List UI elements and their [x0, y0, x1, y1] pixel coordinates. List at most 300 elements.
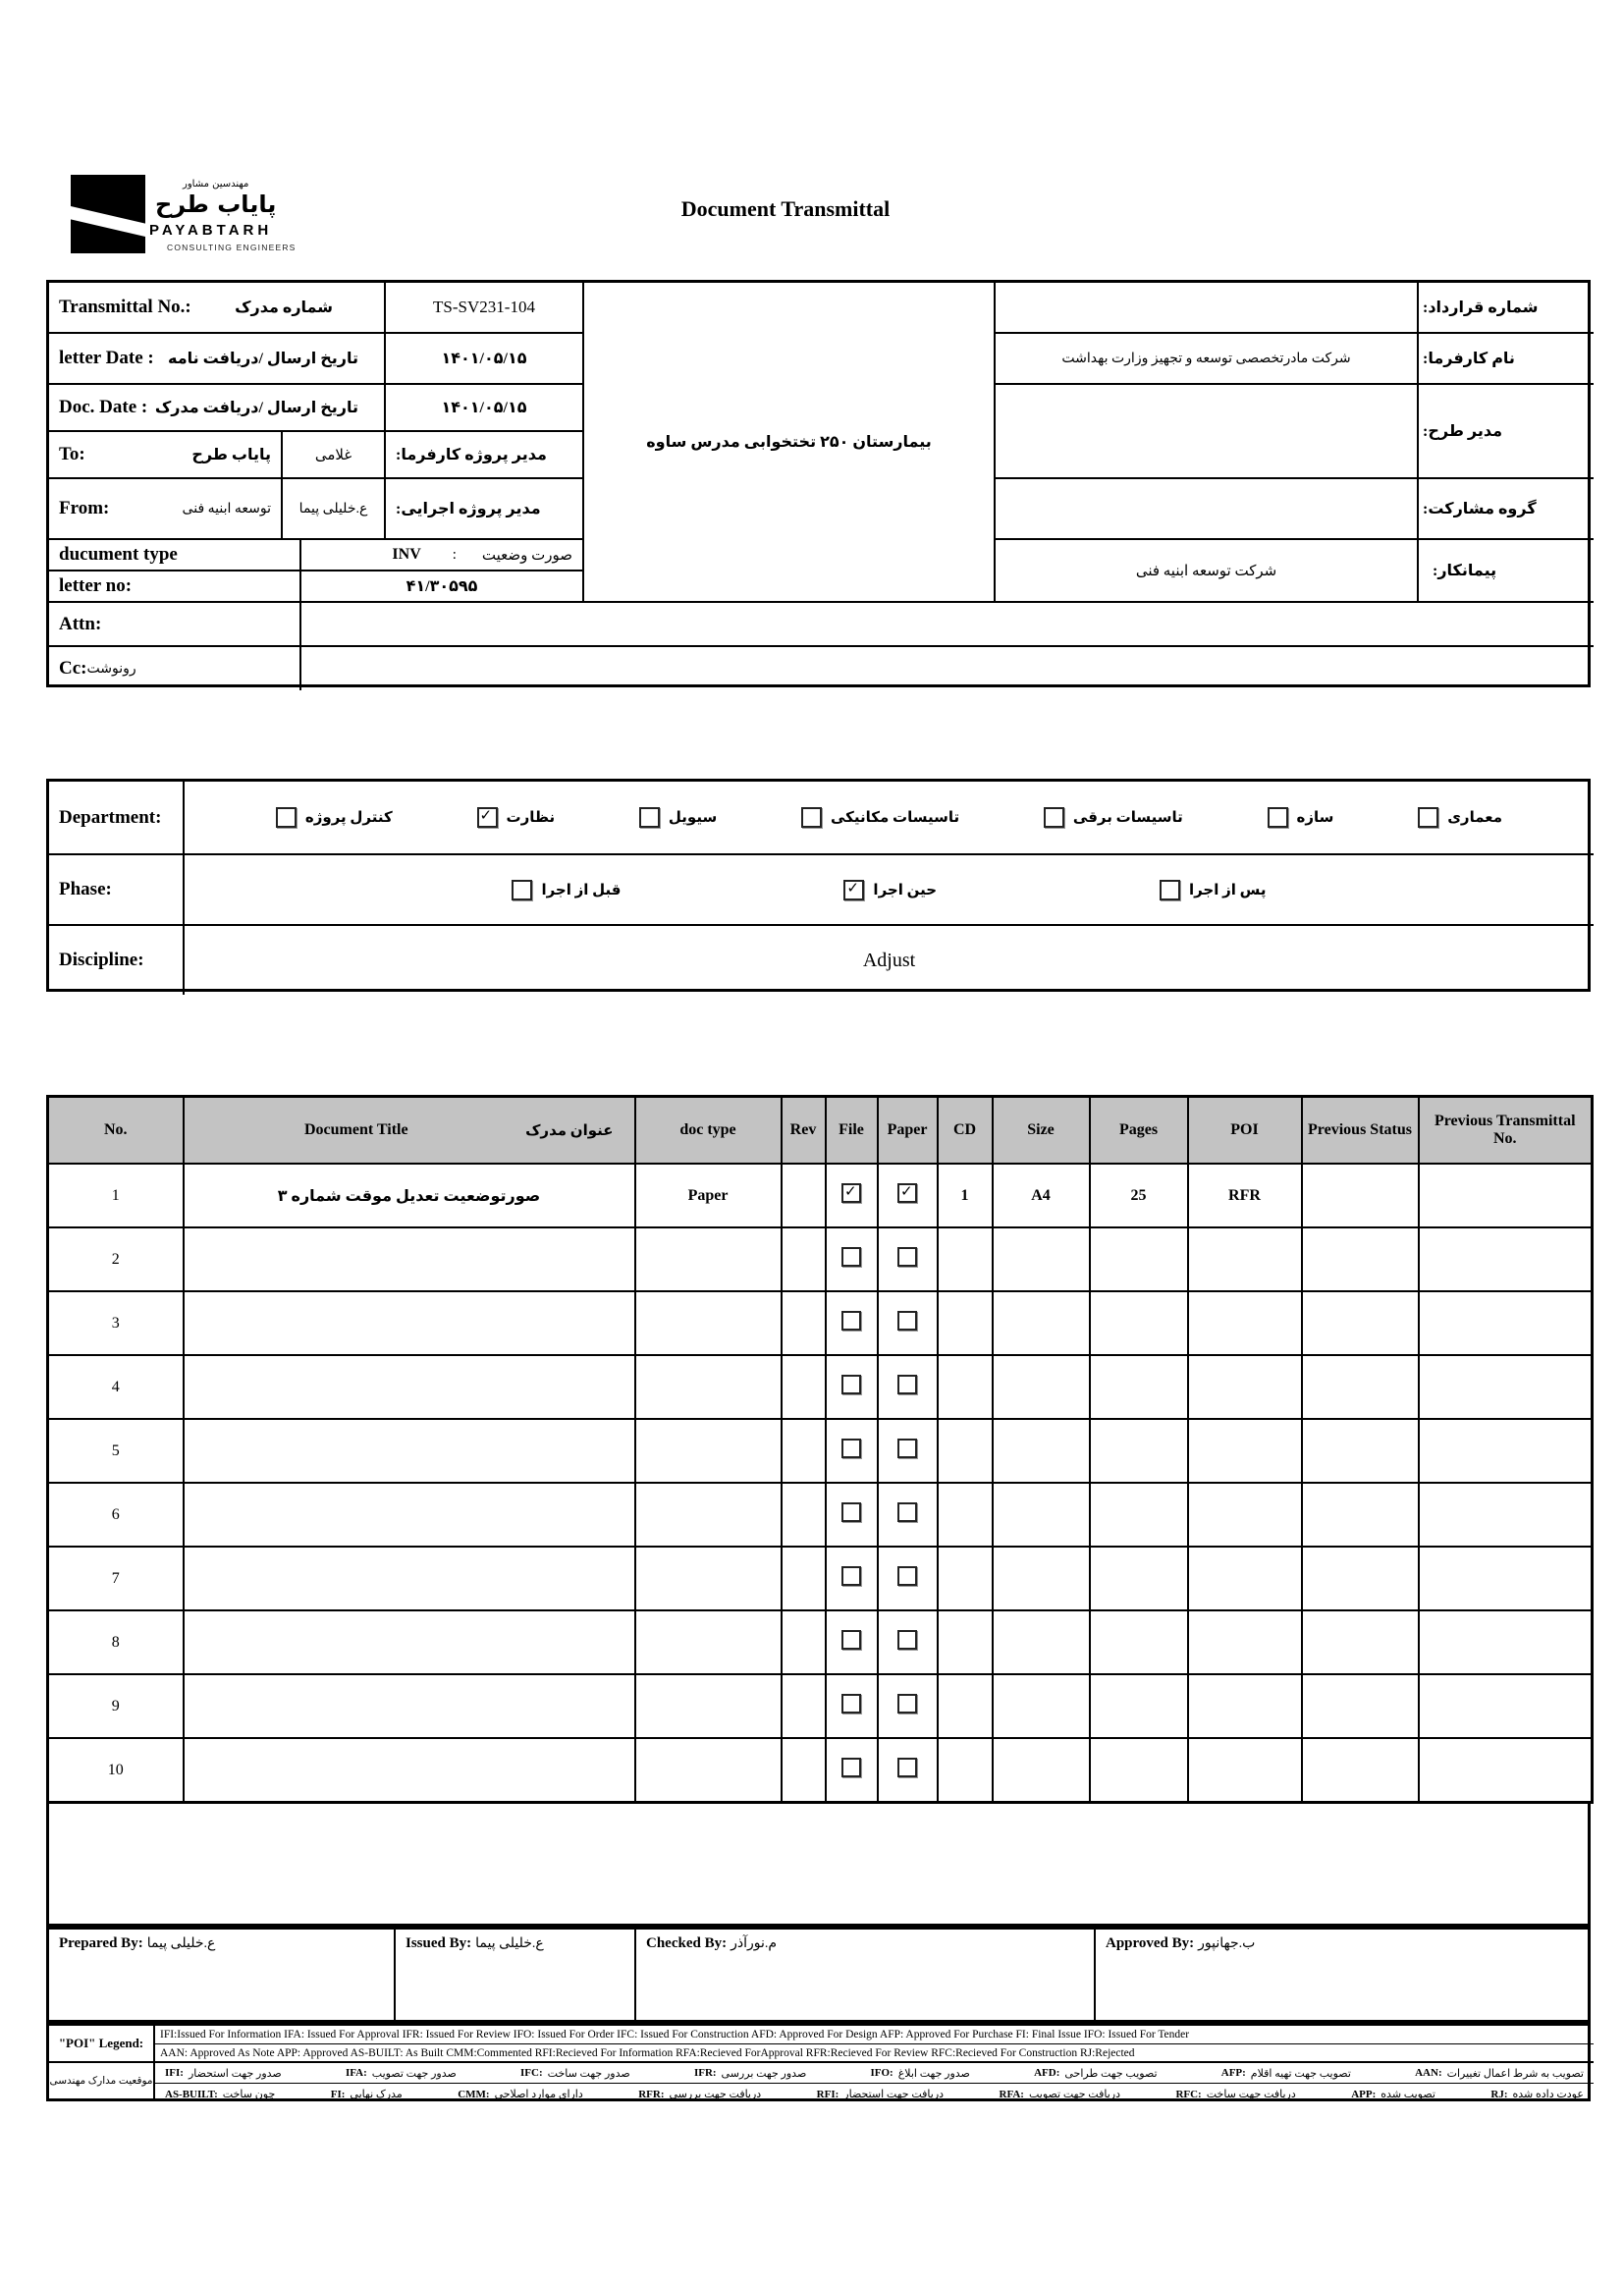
department-checkbox-3[interactable] [801, 807, 822, 828]
department-checkbox-4[interactable] [1044, 807, 1064, 828]
col-header-doctype: doc type [635, 1097, 782, 1165]
cell-cd [938, 1610, 993, 1674]
table-row [48, 1227, 1593, 1291]
legend-entry-code: RFC: [1175, 2088, 1202, 2100]
paper-checkbox-cell [878, 1674, 938, 1738]
cell-pages [1090, 1610, 1188, 1674]
cell-size: A4 [993, 1164, 1090, 1227]
department-option [639, 807, 717, 828]
client-pm-label-cell [386, 432, 584, 479]
col-header-title-fa: عنوان مدرک [525, 1122, 614, 1139]
logo-fa-name: پایاب طرح [155, 190, 277, 218]
logo-en-subtitle: CONSULTING ENGINEERS [167, 243, 297, 252]
legend-entry-text: صدور جهت بررسی [721, 2067, 807, 2080]
contractor-value-cell [996, 540, 1419, 603]
contractor-label-cell [1419, 540, 1594, 603]
contract-no-label: شماره قرارداد: [1423, 299, 1539, 316]
letter-no-label-cell [49, 571, 301, 603]
cell-prev-transmittal [1419, 1610, 1593, 1674]
department-option [276, 807, 393, 828]
cell-poi [1188, 1483, 1302, 1547]
approved-by-name: ب.جهانپور [1198, 1936, 1256, 1951]
cell-prev-status [1302, 1483, 1419, 1547]
legend-entry [331, 2088, 403, 2100]
legend-entry-text: تصویب جهت تهیه اقلام [1250, 2067, 1351, 2080]
letter-no-label: letter no: [59, 575, 133, 596]
department-option [1268, 807, 1334, 828]
client-name-value-cell [996, 334, 1419, 385]
legend-entry [165, 2067, 282, 2080]
client-name-value: شرکت مادرتخصصی توسعه و تجهیز وزارت بهداشت [1061, 351, 1351, 366]
legend-entry-text: تصویب شده [1380, 2089, 1435, 2100]
contract-no-value [996, 283, 1419, 334]
approved-by-cell [1096, 1930, 1594, 2020]
paper-checkbox-cell [878, 1610, 938, 1674]
legend-entry-code: IFI: [165, 2067, 184, 2079]
legend-entry [1351, 2088, 1435, 2100]
letter-date-label-en: letter Date : [59, 348, 154, 368]
prepared-by-cell [49, 1930, 396, 2020]
cell-no: 6 [48, 1483, 184, 1547]
phase-checkbox-1[interactable] [843, 880, 864, 900]
cell-size [993, 1738, 1090, 1803]
phase-checkbox-0[interactable] [512, 880, 532, 900]
contractor-value: شرکت توسعه ابنیه فنی [1135, 563, 1277, 579]
file-checkbox-cell [826, 1227, 878, 1291]
cell-title [184, 1674, 635, 1738]
signatures-row [46, 1927, 1591, 2023]
legend-entry-text: مدرک نهایی [350, 2089, 403, 2100]
file-checkbox[interactable] [841, 1311, 861, 1331]
cell-no: 4 [48, 1355, 184, 1419]
cell-pages: 25 [1090, 1164, 1188, 1227]
cell-title [184, 1483, 635, 1547]
cell-doctype [635, 1355, 782, 1419]
cell-prev-status [1302, 1291, 1419, 1355]
cell-poi [1188, 1674, 1302, 1738]
phase-option-label: حین اجرا [873, 882, 938, 898]
file-checkbox[interactable] [841, 1566, 861, 1586]
legend-fa-line2 [155, 2084, 1594, 2104]
cell-doctype [635, 1483, 782, 1547]
legend-entry [1490, 2088, 1583, 2100]
legend-en-line1: IFI:Issued For Information IFA: Issued For Approval IFR: Issued For Review IFO: Issued For Order IFC: Issued For Construction AFD: Approved For Design AFP: Approved For Purchase FI: Final Issue IFO: Issued For Tender [155, 2026, 1594, 2044]
table-row [48, 1483, 1593, 1547]
department-option-label: کنترل پروژه [304, 810, 393, 826]
legend-entry-code: IFR: [693, 2067, 717, 2079]
cell-prev-status [1302, 1610, 1419, 1674]
legend-en-line2: AAN: Approved As Note APP: Approved AS-BUILT: As Built CMM:Commented RFI:Recieved For Information RFA:Recieved ForApproval RFR:Recieved For Review RFC:Recieved For Construction RJ:Rejected [155, 2044, 1594, 2063]
legend-entry-text: تصویب به شرط اعمال تغییرات [1446, 2067, 1584, 2080]
cell-no: 7 [48, 1547, 184, 1610]
doc-type-value-cell [301, 540, 584, 571]
legend-entry-text: عودت داده شده [1512, 2089, 1584, 2100]
paper-checkbox[interactable] [897, 1694, 917, 1714]
cell-size [993, 1483, 1090, 1547]
cell-size [993, 1547, 1090, 1610]
department-option [1044, 807, 1183, 828]
letter-date-value: ۱۴۰۱/۰۵/۱۵ [386, 334, 584, 385]
cell-size [993, 1610, 1090, 1674]
cell-size [993, 1355, 1090, 1419]
cc-value [301, 647, 1594, 690]
jv-label-cell [1419, 479, 1594, 540]
file-checkbox[interactable] [841, 1375, 861, 1394]
cell-doctype: Paper [635, 1164, 782, 1227]
issued-by-label: Issued By: [406, 1935, 472, 1951]
issued-by-name: ع.خلیلی پیما [475, 1936, 544, 1951]
logo-fa-small: مهندسین مشاور [183, 179, 249, 190]
discipline-value: Adjust [862, 949, 916, 971]
poi-legend-label: "POI" Legend: [49, 2026, 155, 2063]
from-value: توسعه ابنیه فنی [182, 501, 271, 517]
legend-entry-code: RFI: [816, 2088, 839, 2100]
legend-entry [1175, 2088, 1295, 2100]
table-row [48, 1674, 1593, 1738]
cell-pages [1090, 1355, 1188, 1419]
cell-prev-transmittal [1419, 1227, 1593, 1291]
paper-checkbox[interactable] [897, 1375, 917, 1394]
cell-cd: 1 [938, 1164, 993, 1227]
checked-by-name: م.نورآذر [731, 1936, 778, 1951]
legend-entry [694, 2067, 806, 2080]
cell-no: 1 [48, 1164, 184, 1227]
cell-pages [1090, 1547, 1188, 1610]
cell-prev-status [1302, 1355, 1419, 1419]
design-manager-label-cell [1419, 385, 1594, 479]
exec-pm-label: مدیر پروژه اجرایی: [396, 501, 541, 517]
cell-pages [1090, 1483, 1188, 1547]
cell-title: صورتوضعیت تعدیل موقت شماره ۳ [184, 1164, 635, 1227]
cell-prev-transmittal [1419, 1419, 1593, 1483]
checked-by-label: Checked By: [646, 1935, 728, 1951]
legend-entry-text: چون ساخت [222, 2089, 276, 2100]
paper-checkbox[interactable] [897, 1247, 917, 1267]
cell-pages [1090, 1738, 1188, 1803]
project-name-cell [584, 283, 996, 603]
file-checkbox[interactable] [841, 1758, 861, 1777]
cell-pages [1090, 1674, 1188, 1738]
cell-cd [938, 1355, 993, 1419]
jv-label: گروه مشارکت: [1423, 501, 1537, 517]
legend-entry [1000, 2088, 1120, 2100]
doc-date-label-en: Doc. Date : [59, 397, 148, 417]
to-person-name: غلامی [314, 447, 352, 463]
to-cell [49, 432, 283, 479]
legend-entry-code: CMM: [458, 2088, 490, 2100]
phase-options-row [185, 855, 1594, 926]
paper-checkbox[interactable] [897, 1183, 917, 1203]
transmittal-no-value: TS-SV231-104 [386, 283, 584, 334]
col-header-no: No. [48, 1097, 184, 1165]
file-checkbox-cell [826, 1483, 878, 1547]
legend-entry-code: AFD: [1034, 2067, 1060, 2079]
to-value: پایاب طرح [191, 447, 271, 463]
phase-option [1160, 880, 1267, 900]
client-name-label-cell [1419, 334, 1594, 385]
doc-table-body [48, 1164, 1593, 1803]
file-checkbox-cell [826, 1419, 878, 1483]
paper-checkbox[interactable] [897, 1439, 917, 1458]
department-label-cell [49, 782, 185, 855]
cell-prev-transmittal [1419, 1291, 1593, 1355]
department-checkbox-5[interactable] [1268, 807, 1288, 828]
cell-poi [1188, 1355, 1302, 1419]
department-checkbox-1[interactable] [477, 807, 498, 828]
department-options-row [185, 782, 1594, 855]
file-checkbox[interactable] [841, 1502, 861, 1522]
legend-entry [165, 2088, 275, 2100]
cell-prev-status [1302, 1547, 1419, 1610]
paper-checkbox[interactable] [897, 1566, 917, 1586]
cell-cd [938, 1227, 993, 1291]
file-checkbox-cell [826, 1610, 878, 1674]
col-header-pages: Pages [1090, 1097, 1188, 1165]
col-header-rev: Rev [782, 1097, 826, 1165]
cell-rev [782, 1164, 826, 1227]
transmittal-no-label-en: Transmittal No.: [59, 297, 191, 317]
doc-type-colon: : [452, 546, 457, 563]
legend-entry-code: APP: [1351, 2088, 1377, 2100]
doc-date-label-cell [49, 385, 386, 432]
file-checkbox[interactable] [841, 1439, 861, 1458]
department-option-label: سازه [1296, 810, 1334, 826]
cell-title [184, 1547, 635, 1610]
department-checkbox-0[interactable] [276, 807, 297, 828]
cell-cd [938, 1674, 993, 1738]
cell-rev [782, 1291, 826, 1355]
cell-doctype [635, 1547, 782, 1610]
legend-entry-text: دریافت جهت تصویب [1028, 2089, 1120, 2100]
cell-rev [782, 1355, 826, 1419]
cell-size [993, 1674, 1090, 1738]
cell-doctype [635, 1291, 782, 1355]
cell-rev [782, 1483, 826, 1547]
legend-entry [871, 2067, 970, 2080]
doc-type-code: INV [392, 546, 421, 563]
file-checkbox[interactable] [841, 1694, 861, 1714]
department-checkbox-6[interactable] [1418, 807, 1438, 828]
cell-prev-status [1302, 1227, 1419, 1291]
cell-title [184, 1610, 635, 1674]
file-checkbox[interactable] [841, 1630, 861, 1650]
phase-label: Phase: [59, 879, 112, 899]
legend-entry-code: RFA: [999, 2088, 1024, 2100]
legend-entry-code: AAN: [1415, 2067, 1442, 2079]
cell-no: 3 [48, 1291, 184, 1355]
department-checkbox-2[interactable] [639, 807, 660, 828]
letter-date-label-cell [49, 334, 386, 385]
paper-checkbox-cell [878, 1483, 938, 1547]
letter-date-label-fa: تاریخ ارسال /دریافت نامه [167, 351, 358, 367]
cell-rev [782, 1419, 826, 1483]
department-option-label: نظارت [506, 810, 556, 826]
legend-fa-line1 [155, 2063, 1594, 2084]
cell-prev-transmittal [1419, 1483, 1593, 1547]
client-name-label: نام کارفرما: [1423, 351, 1515, 367]
department-option-label: سیویل [668, 810, 718, 826]
from-label: From: [59, 498, 110, 518]
cell-prev-status [1302, 1419, 1419, 1483]
cc-label-cell [49, 647, 301, 690]
file-checkbox-cell [826, 1355, 878, 1419]
paper-checkbox[interactable] [897, 1502, 917, 1522]
cell-prev-status [1302, 1164, 1419, 1227]
cell-poi: RFR [1188, 1164, 1302, 1227]
cell-cd [938, 1483, 993, 1547]
legend-entry-code: IFC: [520, 2067, 543, 2079]
legend-entry-code: RFR: [638, 2088, 665, 2100]
legend-entry-text: دارای موارد اصلاحی [494, 2089, 583, 2100]
filters-table [46, 779, 1591, 992]
cell-prev-status [1302, 1738, 1419, 1803]
table-row [48, 1419, 1593, 1483]
legend-entry-text: دریافت جهت استحضار [843, 2089, 945, 2100]
table-empty-area [46, 1802, 1591, 1927]
issued-by-cell [396, 1930, 636, 2020]
cell-pages [1090, 1227, 1188, 1291]
doc-table-header-row [48, 1097, 1593, 1165]
legend-entry [1034, 2067, 1157, 2080]
cell-poi [1188, 1227, 1302, 1291]
from-person-name: ع.خلیلی پیما [298, 501, 368, 517]
col-header-title [184, 1097, 635, 1165]
col-header-cd: CD [938, 1097, 993, 1165]
cell-rev [782, 1674, 826, 1738]
cell-poi [1188, 1738, 1302, 1803]
to-person [283, 432, 386, 479]
from-person [283, 479, 386, 540]
table-row [48, 1355, 1593, 1419]
legend-entry-text: صدور جهت ساخت [547, 2067, 630, 2080]
cell-title [184, 1419, 635, 1483]
legend-entry [638, 2088, 761, 2100]
page-title: Document Transmittal [680, 196, 891, 221]
file-checkbox[interactable] [841, 1183, 861, 1203]
cell-poi [1188, 1419, 1302, 1483]
cc-label-fa: رونوشت [86, 661, 136, 677]
phase-checkbox-2[interactable] [1160, 880, 1180, 900]
cell-prev-transmittal [1419, 1164, 1593, 1227]
doc-date-label-fa: تاریخ ارسال /دریافت مدرک [154, 400, 358, 416]
department-option-label: معماری [1447, 810, 1503, 826]
department-option [477, 807, 556, 828]
legend-entry [520, 2067, 630, 2080]
cc-label-en: Cc: [59, 658, 87, 679]
cell-prev-transmittal [1419, 1674, 1593, 1738]
doc-date-value: ۱۴۰۱/۰۵/۱۵ [386, 385, 584, 432]
paper-checkbox-cell [878, 1227, 938, 1291]
cell-rev [782, 1227, 826, 1291]
legend-entry-code: RJ: [1490, 2088, 1508, 2100]
file-checkbox-cell [826, 1738, 878, 1803]
cell-prev-transmittal [1419, 1547, 1593, 1610]
paper-checkbox[interactable] [897, 1630, 917, 1650]
cell-no: 5 [48, 1419, 184, 1483]
cell-poi [1188, 1547, 1302, 1610]
department-label: Department: [59, 806, 162, 828]
cell-pages [1090, 1419, 1188, 1483]
table-row [48, 1547, 1593, 1610]
cell-prev-status [1302, 1674, 1419, 1738]
legend-entry [346, 2067, 457, 2080]
logo-en-name: PAYABTARH [149, 222, 273, 239]
department-option [1418, 807, 1502, 828]
paper-checkbox[interactable] [897, 1311, 917, 1331]
legend-entry-text: صدور جهت ابلاغ [897, 2067, 970, 2080]
table-row [48, 1610, 1593, 1674]
project-name: بیمارستان ۲۵۰ تختخوابی مدرس ساوه [646, 434, 932, 451]
paper-checkbox-cell [878, 1355, 938, 1419]
cell-no: 9 [48, 1674, 184, 1738]
cell-cd [938, 1738, 993, 1803]
cell-title [184, 1738, 635, 1803]
legend-entry-text: دریافت جهت ساخت [1206, 2089, 1296, 2100]
phase-option [512, 880, 621, 900]
legend-fa-label: موقعیت مدارک مهندسی [49, 2076, 153, 2087]
cell-no: 10 [48, 1738, 184, 1803]
legend-entry [458, 2088, 583, 2100]
file-checkbox-cell [826, 1674, 878, 1738]
col-header-poi: POI [1188, 1097, 1302, 1165]
legend-fa-label-cell [49, 2063, 155, 2098]
file-checkbox-cell [826, 1547, 878, 1610]
exec-pm-label-cell [386, 479, 584, 540]
cell-title [184, 1355, 635, 1419]
legend-entry-text: صدور جهت استحضار [188, 2067, 282, 2080]
poi-legend [46, 2023, 1591, 2101]
department-option-label: تاسیسات مکانیکی [830, 810, 960, 826]
phase-option [843, 880, 937, 900]
col-header-prev-transmittal: Previous Transmittal No. [1419, 1097, 1593, 1165]
phase-option-label: پس از اجرا [1188, 882, 1267, 898]
cell-prev-transmittal [1419, 1355, 1593, 1419]
cell-doctype [635, 1610, 782, 1674]
legend-entry [1415, 2067, 1584, 2080]
transmittal-no-label-cell [49, 283, 386, 334]
doc-type-fa: صورت وضعیت [481, 547, 572, 564]
to-label: To: [59, 444, 85, 464]
col-header-file: File [826, 1097, 878, 1165]
doc-type-label: ducument type [59, 544, 178, 565]
cell-doctype [635, 1419, 782, 1483]
file-checkbox[interactable] [841, 1247, 861, 1267]
paper-checkbox-cell [878, 1738, 938, 1803]
attn-label-cell [49, 603, 301, 647]
attn-label: Attn: [59, 613, 102, 634]
legend-entry [1221, 2067, 1351, 2080]
phase-label-cell [49, 855, 185, 926]
legend-entry-text: دریافت جهت بررسی [669, 2089, 762, 2100]
cell-no: 2 [48, 1227, 184, 1291]
cell-prev-transmittal [1419, 1738, 1593, 1803]
prepared-by-label: Prepared By: [59, 1935, 143, 1951]
cell-pages [1090, 1291, 1188, 1355]
header-table [46, 280, 1591, 687]
legend-entry [817, 2088, 944, 2100]
legend-entry-code: AFP: [1220, 2067, 1246, 2079]
documents-table [46, 1095, 1594, 1804]
paper-checkbox-cell [878, 1547, 938, 1610]
paper-checkbox[interactable] [897, 1758, 917, 1777]
contract-no-label-cell [1419, 283, 1594, 334]
department-option [801, 807, 959, 828]
paper-checkbox-cell [878, 1291, 938, 1355]
jv-value [996, 479, 1419, 540]
discipline-label-cell [49, 926, 185, 995]
table-row [48, 1738, 1593, 1803]
attn-value [301, 603, 1594, 647]
